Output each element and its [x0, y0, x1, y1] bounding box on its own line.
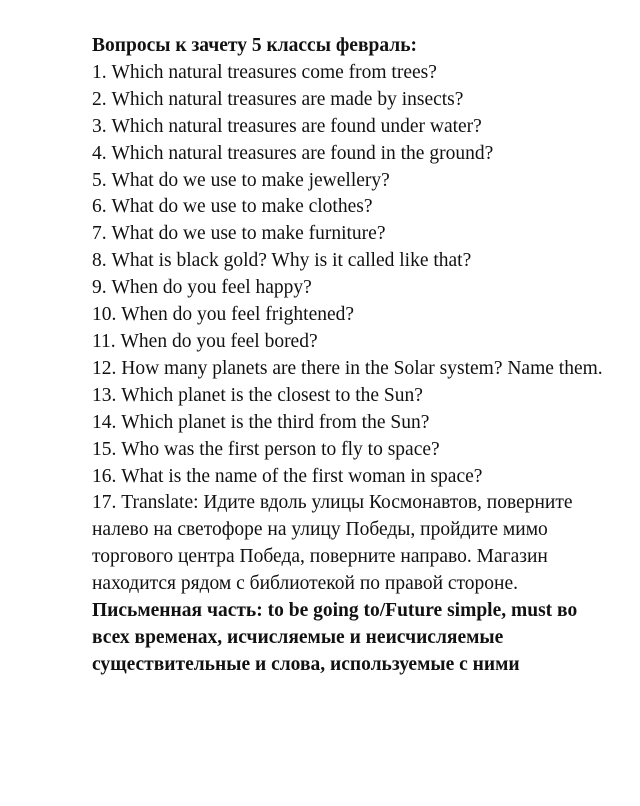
question-13	[92, 383, 612, 410]
question-text: Which planet is the closest to the Sun?	[121, 384, 423, 406]
question-text: What do we use to make furniture?	[111, 223, 386, 245]
document-title: Вопросы к зачету 5 классы февраль:	[92, 35, 418, 56]
question-number: 5.	[92, 169, 107, 191]
question-number: 14.	[92, 411, 117, 433]
question-number: 11.	[92, 330, 116, 352]
question-number: 7.	[92, 223, 107, 245]
question-9	[92, 275, 612, 302]
question-5	[92, 168, 612, 195]
question-8	[92, 248, 612, 275]
question-text: When do you feel happy?	[111, 277, 312, 299]
question-number: 16.	[92, 465, 117, 487]
question-text: What do we use to make jewellery?	[111, 169, 390, 191]
question-number: 17.	[92, 492, 117, 514]
question-number: 4.	[92, 142, 107, 164]
question-number: 15.	[92, 438, 117, 460]
question-16	[92, 464, 612, 491]
question-text: Which natural treasures are found in the ground?	[111, 142, 494, 164]
question-4	[92, 141, 612, 168]
question-number: 3.	[92, 115, 107, 137]
question-text: What do we use to make clothes?	[111, 196, 373, 218]
question-number: 12.	[92, 357, 117, 379]
question-text: Who was the first person to fly to space?	[121, 438, 440, 460]
question-text: Which natural treasures are made by insects?	[111, 88, 464, 110]
question-number: 6.	[92, 196, 107, 218]
question-text: How many planets are there in the Solar system? Name them.	[121, 357, 603, 379]
question-number: 1.	[92, 61, 107, 83]
question-number: 10.	[92, 304, 117, 326]
question-text: What is the name of the first woman in space?	[121, 465, 483, 487]
question-12	[92, 356, 612, 383]
question-text: When do you feel frightened?	[121, 304, 355, 326]
question-text: When do you feel bored?	[120, 330, 318, 352]
question-number: 9.	[92, 277, 107, 299]
question-6	[92, 194, 612, 221]
question-1	[92, 60, 612, 87]
question-3	[92, 114, 612, 141]
question-number: 2.	[92, 88, 107, 110]
question-15	[92, 437, 612, 464]
question-11	[92, 329, 612, 356]
question-number: 13.	[92, 384, 117, 406]
question-text: Translate: Идите вдоль улицы Космонавтов, поверните налево на светофоре на улицу Победы, пройдите мимо торгового центра Победа, поверните направо. Магазин находится рядом с библиотекой по правой стороне.	[92, 492, 573, 595]
question-7	[92, 221, 612, 248]
question-text: Which natural treasures are found under water?	[111, 115, 482, 137]
question-number: 8.	[92, 250, 107, 272]
question-2	[92, 87, 612, 114]
question-text: Which natural treasures come from trees?	[111, 61, 437, 83]
written-part: Письменная часть: to be going to/Future simple, must во всех временах, исчисляемые и неисчисляемые существительные и слова, используемые с ними	[92, 600, 578, 675]
question-10	[92, 302, 612, 329]
document	[92, 33, 612, 679]
question-text: What is black gold? Why is it called like that?	[111, 250, 472, 272]
question-14	[92, 410, 612, 437]
question-17	[92, 490, 612, 598]
question-text: Which planet is the third from the Sun?	[121, 411, 430, 433]
